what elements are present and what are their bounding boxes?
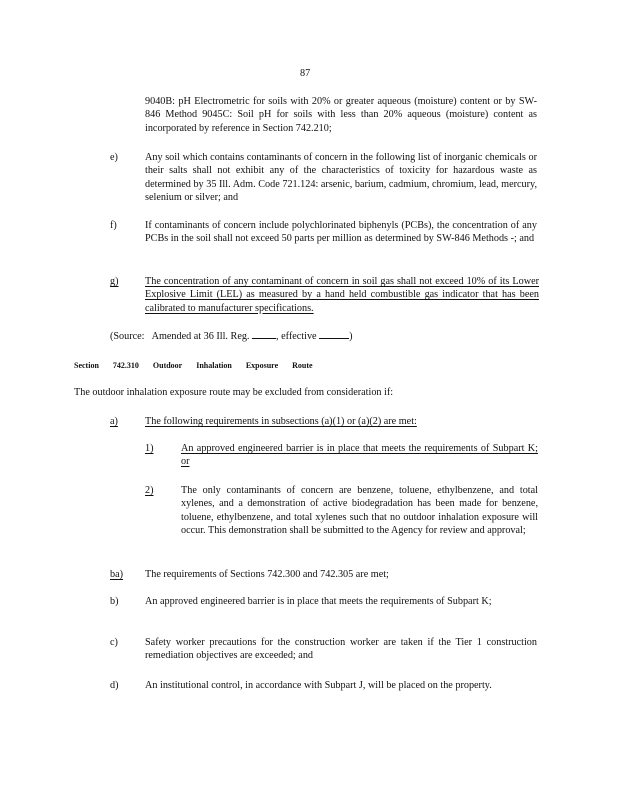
source-prefix: (Source: [110,331,145,342]
sub-item-label-1: 1) [145,443,154,454]
intro-paragraph: 9040B: pH Electrometric for soils with 20% or greater aqueous (moisture) content or by SW-846 Method 9045C: Soil pH for soils with less than 20% aqueous (moisture) content as incorporated by reference in Section 742.210; [145,96,537,134]
section-title-route: Route [292,361,313,370]
item-text-b: An approved engineered barrier is in place that meets the requirements of Subpart K; [145,596,492,607]
source-note [110,329,353,343]
section-heading [74,361,325,371]
item-text-d: An institutional control, in accordance with Subpart J, will be placed on the property. [145,680,492,691]
item-label-a: a) [110,416,118,427]
lead-sentence: The outdoor inhalation exposure route may be excluded from consideration if: [74,387,394,398]
item-label-f: f) [110,220,117,231]
section-number: 742.310 [112,361,139,370]
source-effective: , effective [276,331,317,342]
source-suffix: ) [349,331,353,342]
item-label-e: e) [110,152,118,163]
item-text-f: If contaminants of concern include polychlorinated biphenyls (PCBs), the concentration of any PCBs in the soil shall not exceed 50 parts per million as determined by SW-846 Methods -; and [145,220,537,245]
item-text-g: The concentration of any contaminant of concern in soil gas shall not exceed 10% of its Lower Explosive Limit (LEL) as measured by a hand held combustible gas indicator that has been calibrated to manufacturer specifications. [145,276,539,314]
section-word: Section [74,361,99,370]
item-label-ba [110,568,123,581]
section-title-exposure: Exposure [245,361,279,370]
section-title-outdoor: Outdoor [152,361,183,370]
item-text-c: Safety worker precautions for the construction worker are taken if the Tier 1 construction remediation objectives are exceeded; and [145,637,537,662]
item-text-ba: The requirements of Sections 742.300 and 742.305 are met; [145,569,389,580]
blank-register [252,329,276,339]
blank-effective-date [319,329,349,339]
sub-item-text-2: The only contaminants of concern are benzene, toluene, ethylbenzene, and total xylenes, and a demonstration of active biodegradation has been made for benzene, toluene, ethylbenzene, and total xylenes such that no outdoor inhalation exposure will occur. This demonstration shall be submitted to the Agency for review and approval; [181,485,538,536]
source-amended: Amended at 36 Ill. Reg. [151,331,250,342]
item-label-b: b) [110,596,119,607]
item-text-e: Any soil which contains contaminants of concern in the following list of inorganic chemicals or their salts shall not exhibit any of the characteristics of toxicity for hazardous waste as determined by 35 Ill. Adm. Code 721.124: arsenic, barium, cadmium, chromium, lead, mercury, selenium or silver; and [145,152,537,203]
section-title-inhalation: Inhalation [196,361,232,370]
sub-item-text-1: An approved engineered barrier is in place that meets the requirements of Subpart K; or [181,443,538,468]
sub-item-label-2: 2) [145,485,154,496]
item-text-a: The following requirements in subsections (a)(1) or (a)(2) are met: [145,416,417,427]
item-label-c: c) [110,637,118,648]
item-label-g: g) [110,276,119,287]
item-label-d: d) [110,680,119,691]
item-label-ba-text: ba) [110,569,124,580]
page-number: 87 [300,68,311,79]
